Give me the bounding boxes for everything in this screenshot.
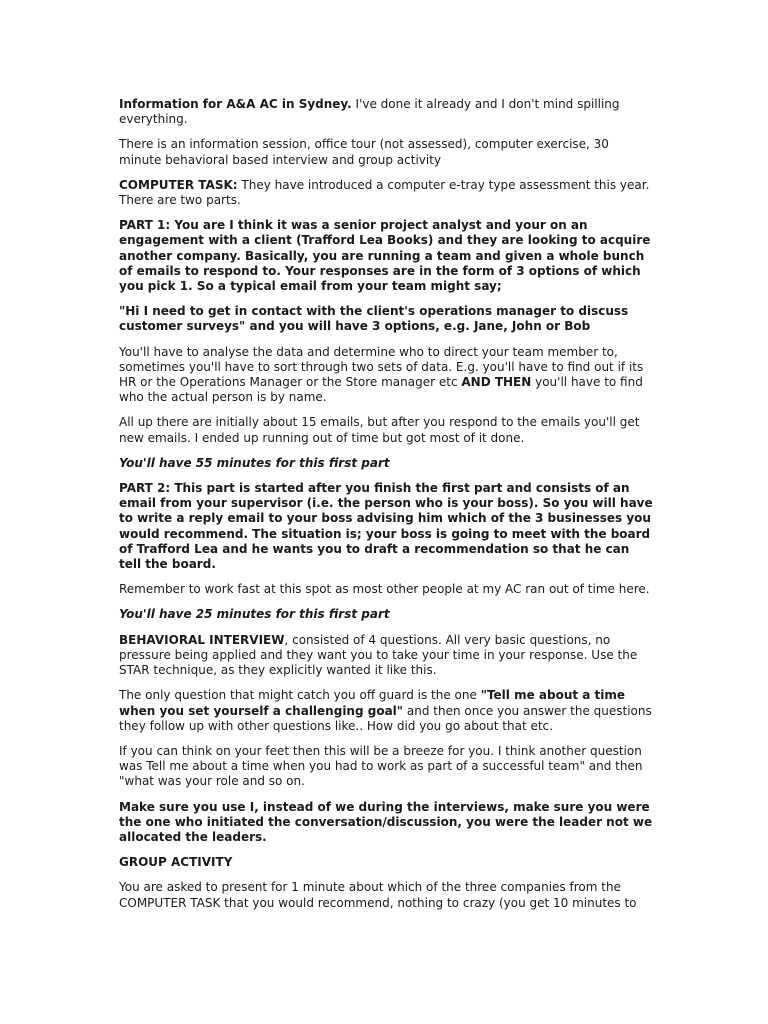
example-email-paragraph: "Hi I need to get in contact with the client's operations manager to discuss customer surveys" and you will have 3 options, e.g. Jane, John or Bob <box>119 304 629 334</box>
analysis-text-a: You'll have to analyse the data and determine who to direct your team member to, sometimes you'll have to sort through two sets of data. E.g. you'll have to find out if its HR or the Operations Manager or the Store manager etc <box>119 344 644 390</box>
document-page <box>119 97 653 921</box>
behavioral-interview-paragraph <box>119 633 653 679</box>
challenging-goal-paragraph <box>119 688 653 734</box>
behavioral-interview-heading: BEHAVIORAL INTERVIEW <box>119 632 285 647</box>
work-fast-paragraph: Remember to work fast at this spot as most other people at my AC ran out of time here. <box>119 582 650 597</box>
analysis-paragraph <box>119 345 653 406</box>
computer-task-text: They have introduced a computer e-tray type assessment this year. There are two parts. <box>119 177 650 208</box>
intro-heading: Information for A&A AC in Sydney. <box>119 97 352 111</box>
challenging-goal-text-a: The only question that might catch you off guard is the one <box>119 688 481 703</box>
intro-text: I've done it already and I don't mind spilling everything. <box>119 97 620 127</box>
analysis-text-c: you'll have to find who the actual person is by name. <box>119 375 643 405</box>
intro-paragraph <box>119 97 653 127</box>
challenging-goal-text-c: and then once you answer the questions they follow up with other questions like.. How did you go about that etc. <box>119 703 652 733</box>
part1-paragraph: PART 1: You are I think it was a senior project analyst and your on an engagement with a client (Trafford Lea Books) and they are looking to acquire another company. Basically, you are running a team and given a whole bunch of emails to respond to. Your responses are in the form of 3 options of which you pick 1. So a typical email from your team might say; <box>119 218 651 294</box>
behavioral-interview-text: , consisted of 4 questions. All very basic questions, no pressure being applied and they want you to take your time in your response. Use the STAR technique, as they explicitly wanted it like this. <box>119 632 638 678</box>
computer-task-paragraph <box>119 178 653 208</box>
group-activity-heading: GROUP ACTIVITY <box>119 855 233 870</box>
part1-time-note: You'll have 55 minutes for this first part <box>119 455 390 470</box>
analysis-emphasis: AND THEN <box>461 375 532 390</box>
challenging-goal-quote: "Tell me about a time when you set yourself a challenging goal" <box>119 688 626 718</box>
think-on-feet-paragraph: If you can think on your feet then this will be a breeze for you. I think another question was Tell me about a time when you had to work as part of a successful team" and then "what was your role and so on. <box>119 743 643 789</box>
computer-task-heading: COMPUTER TASK: <box>119 177 238 192</box>
group-activity-paragraph: You are asked to present for 1 minute about which of the three companies from the COMPUTER TASK that you would recommend, nothing to crazy (you get 10 minutes to <box>119 880 637 910</box>
part2-paragraph: PART 2: This part is started after you finish the first part and consists of an email from your supervisor (i.e. the person who is your boss). So you will have to write a reply email to your boss advising him which of the 3 businesses you would recommend. The situation is; your boss is going to meet with the board of Trafford Lea and he wants you to draft a recommendation so that he can tell the board. <box>119 481 653 572</box>
part2-time-note: You'll have 25 minutes for this first part <box>119 607 390 622</box>
overview-paragraph: There is an information session, office tour (not assessed), computer exercise, 30 minute behavioral based interview and group activity <box>119 137 609 167</box>
use-i-paragraph: Make sure you use I, instead of we during the interviews, make sure you were the one who initiated the conversation/discussion, you were the leader not we allocated the leaders. <box>119 799 653 844</box>
emails-count-paragraph: All up there are initially about 15 emails, but after you respond to the emails you'll get new emails. I ended up running out of time but got most of it done. <box>119 415 640 445</box>
